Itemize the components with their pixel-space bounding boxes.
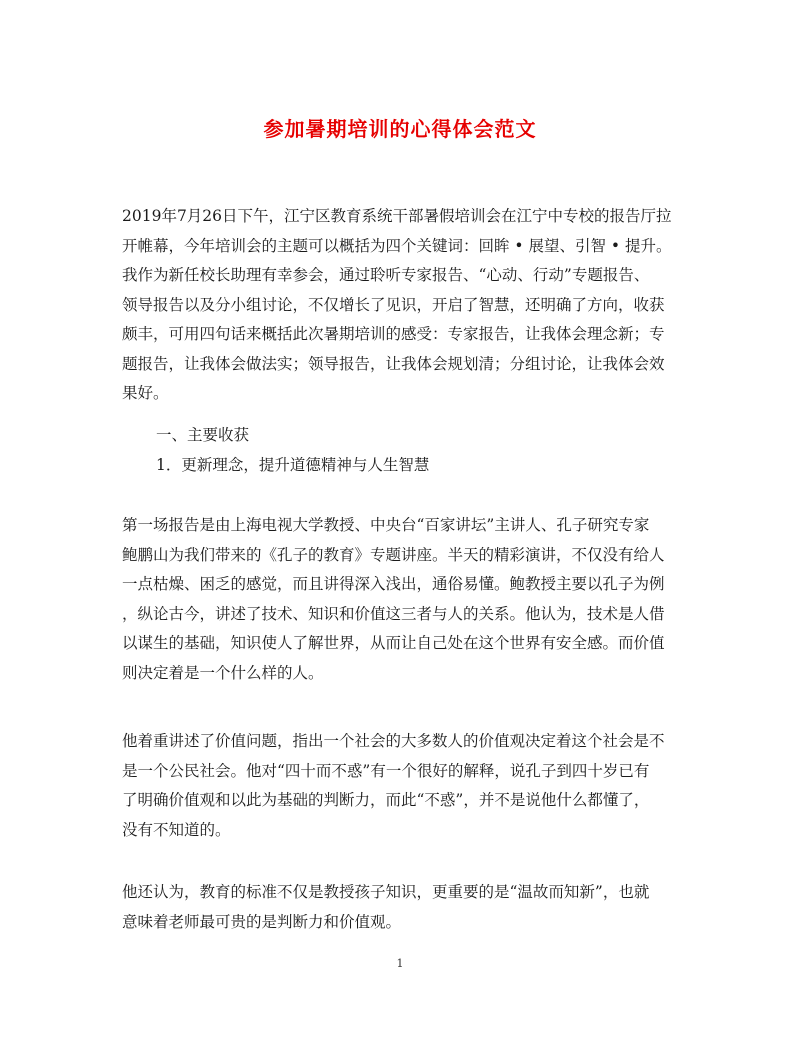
text-line: 意味着老师最可贵的是判断力和价值观。 (122, 912, 402, 931)
text-line: 一点枯燥、困乏的感觉，而且讲得深入浅出，通俗易懂。鲍教授主要以孔子为例 (122, 575, 665, 593)
text-line: 2019年7月26日下午，江宁区教育系统干部暑假培训会在江宁中专校的报告厅拉 (122, 207, 672, 225)
text-line: 题报告，让我体会做法实；领导报告，让我体会规划清；分组讨论，让我体会效 (122, 354, 665, 373)
paragraph-intro (122, 202, 688, 409)
text-line: 没有不知道的。 (122, 820, 231, 839)
text-line: 我作为新任校长助理有幸参会，通过聆听专家报告、“心动、行动”专题报告、 (122, 266, 650, 284)
paragraph-values (122, 727, 688, 845)
text-line: 则决定着是一个什么样的人。 (122, 663, 324, 682)
section-heading: 一、主要收获 (156, 426, 250, 444)
text-line: 鲍鹏山为我们带来的《孔子的教育》专题讲座。半天的精彩演讲，不仅没有给人 (122, 545, 665, 564)
text-line: 第一场报告是由上海电视大学教授、中央台“百家讲坛”主讲人、孔子研究专家 (122, 516, 650, 534)
document-title: 参加暑期培训的心得体会范文 (263, 117, 537, 141)
text-line: 颇丰，可用四句话来概括此次暑期培训的感受：专家报告，让我体会理念新；专 (122, 325, 665, 343)
page-number: 1 (396, 957, 404, 970)
text-line: 他还认为，教育的标准不仅是教授孩子知识，更重要的是“温故而知新”，也就 (122, 883, 650, 901)
text-line: 以谋生的基础，知识使人了解世界，从而让自己处在这个世界有安全感。而价值 (122, 634, 665, 652)
text-line: 了明确价值观和以此为基础的判断力，而此“不惑”，并不是说他什么都懂了， (122, 791, 650, 809)
text-line: 开帷幕，今年培训会的主题可以概括为四个关键词：回眸 • 展望、引智 • 提升。 (122, 236, 672, 255)
text-line: 他着重讲述了价值问题，指出一个社会的大多数人的价值观决定着这个社会是不 (122, 732, 665, 750)
paragraph-lecture (122, 511, 688, 688)
text-line: 是一个公民社会。他对“四十而不惑”有一个很好的解释，说孔子到四十岁已有 (122, 761, 650, 780)
text-line: 果好。 (122, 384, 169, 402)
paragraph-education (122, 878, 688, 937)
text-line: 领导报告以及分小组讨论，不仅增长了见识，开启了智慧，还明确了方向，收获 (122, 295, 665, 314)
subsection-heading: 1．更新理念，提升道德精神与人生智慧 (156, 456, 430, 474)
text-line: ，纵论古今，讲述了技术、知识和价值这三者与人的关系。他认为，技术是人借 (122, 604, 665, 623)
